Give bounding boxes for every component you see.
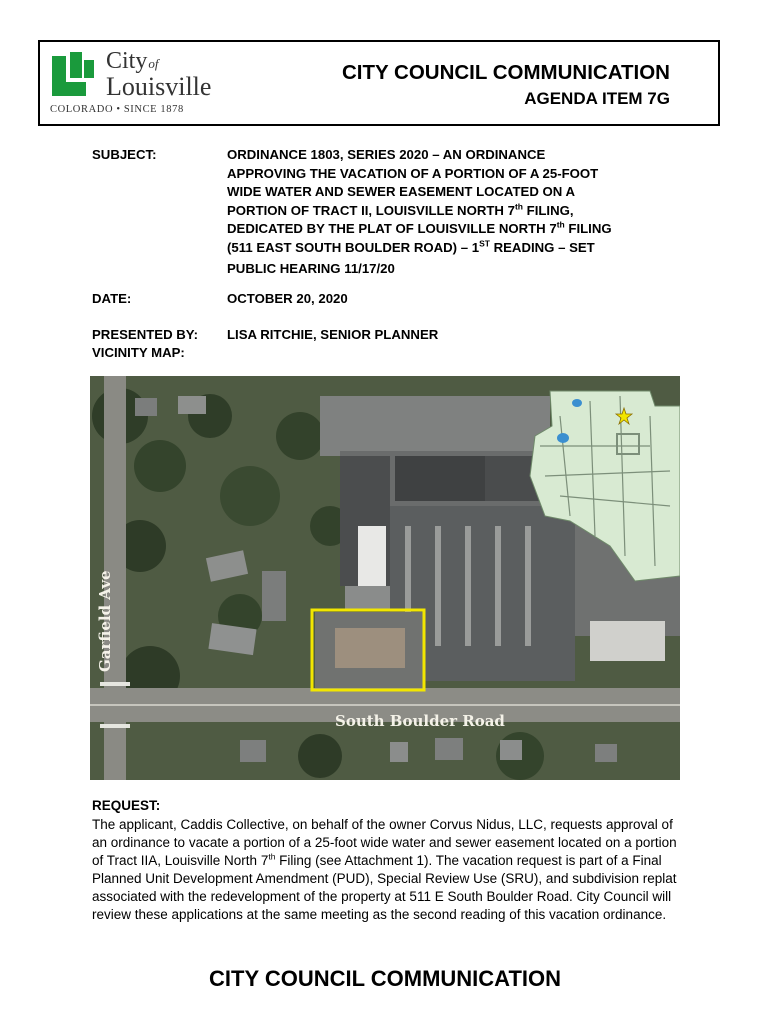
request-heading: REQUEST: <box>92 798 161 813</box>
aerial-map-image <box>90 376 680 780</box>
date-label: DATE: <box>92 291 132 306</box>
logo-city-text: Cityof <box>106 48 159 74</box>
logo-tagline: COLORADO • SINCE 1878 <box>50 104 184 115</box>
vicinity-map-label: VICINITY MAP: <box>92 345 185 360</box>
subject-line: PORTION OF TRACT II, LOUISVILLE NORTH 7th FILING, <box>227 201 574 218</box>
logo-louisville-text: Louisville <box>106 72 212 101</box>
subject-line: DEDICATED BY THE PLAT OF LOUISVILLE NORTH 7th FILING <box>227 219 612 236</box>
presented-by-label: PRESENTED BY: <box>92 327 199 342</box>
subject-line: ORDINANCE 1803, SERIES 2020 – AN ORDINANCE <box>227 147 546 162</box>
subject-label: SUBJECT: <box>92 147 157 162</box>
subject-line: PUBLIC HEARING 11/17/20 <box>227 261 395 276</box>
subject-line: APPROVING THE VACATION OF A PORTION OF A 25-FOOT <box>227 165 599 181</box>
header-box <box>38 40 720 126</box>
vicinity-map <box>90 376 680 780</box>
street-label-south-boulder: South Boulder Road <box>335 712 505 730</box>
subject-line: (511 EAST SOUTH BOULDER ROAD) – 1ST READING – SET <box>227 238 595 255</box>
subject-line: WIDE WATER AND SEWER EASEMENT LOCATED ON A <box>227 184 575 199</box>
date-value: OCTOBER 20, 2020 <box>227 291 348 306</box>
header-title: CITY COUNCIL COMMUNICATION <box>342 61 670 84</box>
city-logo <box>50 48 240 124</box>
city-logo-mark-icon <box>52 52 96 96</box>
request-body: The applicant, Caddis Collective, on behalf of the owner Corvus Nidus, LLC, requests approval of an ordinance to vacate a portion of a 25-foot wide water and sewer easement located on a portion of Tract IIA, Louisville North 7th Filing (see Attachment 1). The vacation request is part of a Final Planned Unit Development Amendment (PUD), Special Review Use (SRU), and subdivision replat associated with the redevelopment of the property at 511 E South Boulder Road. City Council will review these applications at the same meeting as the second reading of this vacation ordinance. <box>92 817 677 922</box>
presented-by-value: LISA RITCHIE, SENIOR PLANNER <box>227 327 439 342</box>
street-label-garfield: Garfield Ave <box>96 570 114 672</box>
agenda-item: AGENDA ITEM 7G <box>524 89 670 108</box>
subject-value <box>227 146 687 279</box>
footer-title: CITY COUNCIL COMMUNICATION <box>209 966 561 991</box>
